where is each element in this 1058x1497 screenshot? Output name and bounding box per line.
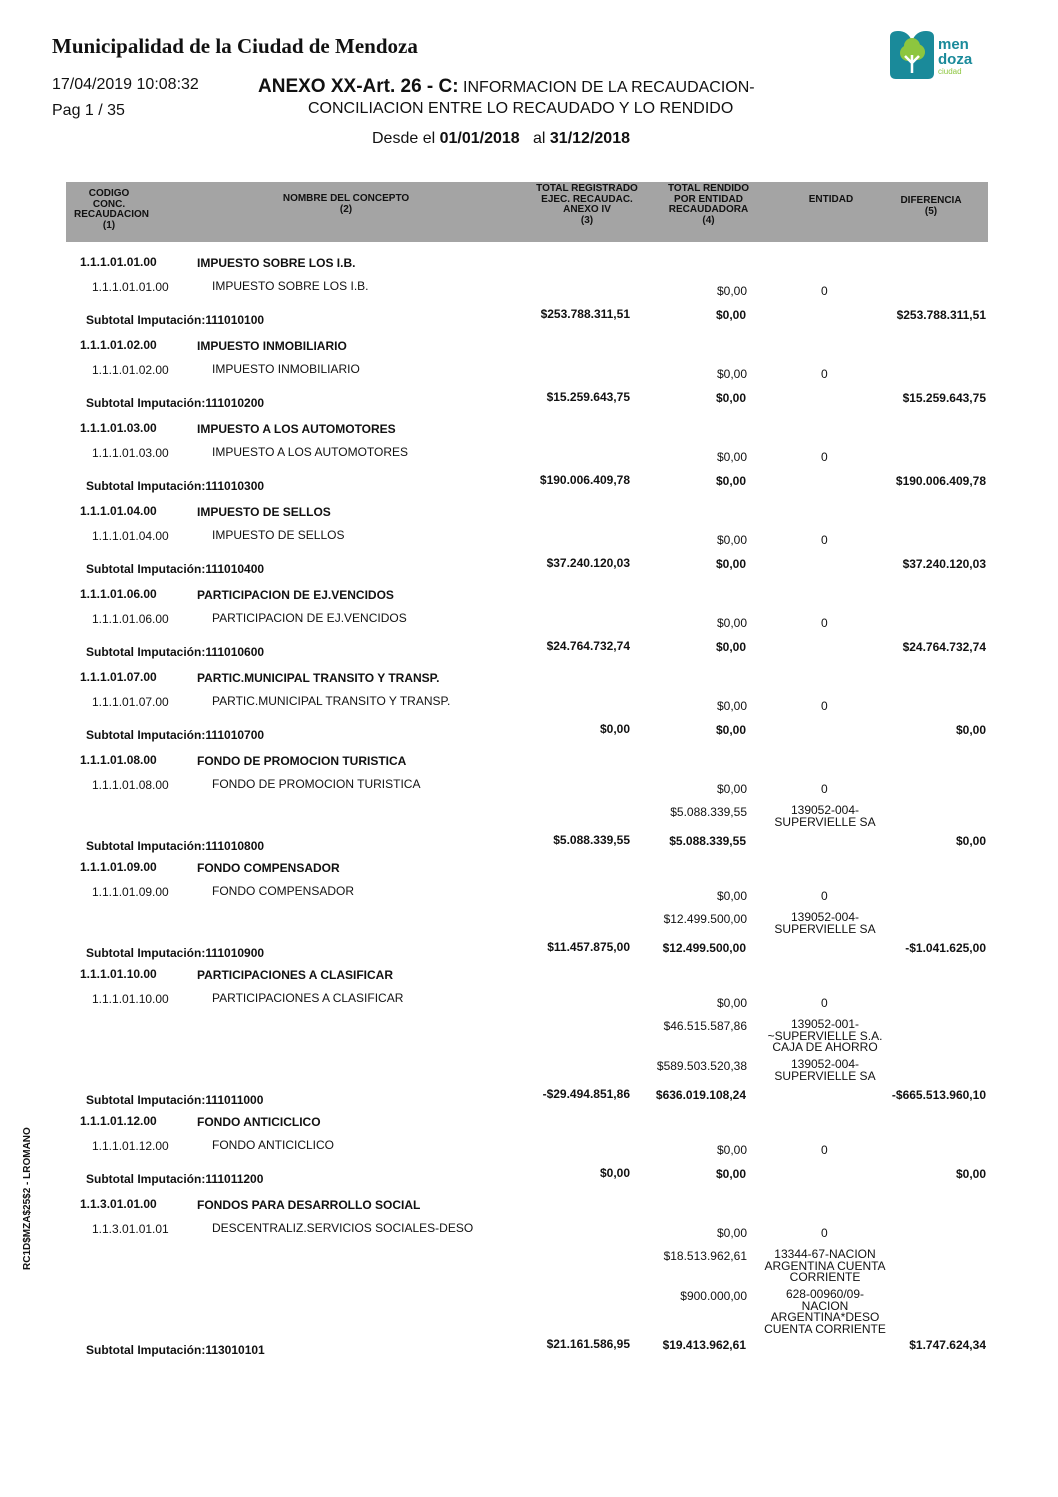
extra-rendido: $12.499.500,00	[663, 912, 747, 926]
item-entidad: 0	[821, 699, 828, 713]
item-name: PARTIC.MUNICIPAL TRANSITO Y TRANSP.	[212, 694, 451, 708]
entidad-value: 139052-004- SUPERVIELLE SA	[774, 1057, 876, 1083]
subtotal-label: Subtotal Imputación:111011000	[86, 1093, 264, 1107]
subtotal-label: Subtotal Imputación:111010300	[86, 479, 265, 493]
report-subtitle: CONCILIACION ENTRE LO RECAUDADO Y LO RENDIDO	[308, 100, 734, 117]
subtotal-rendido: $0,00	[715, 557, 746, 571]
subtotal-label: Subtotal Imputación:111010400	[86, 562, 265, 576]
entidad-value: 139052-004- SUPERVIELLE SA	[774, 803, 876, 829]
item-name: FONDO ANTICICLICO	[212, 1138, 335, 1152]
logo-text-men: men	[938, 36, 969, 53]
group-name: IMPUESTO A LOS AUTOMOTORES	[197, 422, 396, 436]
group-name: PARTICIPACIONES A CLASIFICAR	[197, 968, 394, 982]
item-code: 1.1.1.01.07.00	[92, 695, 169, 709]
subtotal-label: Subtotal Imputación:111010200	[86, 396, 265, 410]
item-name: IMPUESTO A LOS AUTOMOTORES	[212, 445, 409, 459]
item-rendido: $0,00	[716, 284, 747, 298]
item-code: 1.1.1.01.02.00	[92, 363, 169, 377]
subtotal-rendido: $0,00	[715, 640, 746, 654]
group-name: FONDO ANTICICLICO	[197, 1115, 321, 1129]
item-name: DESCENTRALIZ.SERVICIOS SOCIALES-DESO	[212, 1221, 474, 1235]
subtotal-rendido: $19.413.962,61	[662, 1338, 746, 1352]
col-header-codigo: CODIGO CONC. RECAUDACION (1)	[74, 188, 149, 231]
group-name: PARTICIPACION DE EJ.VENCIDOS	[197, 588, 394, 602]
extra-rendido: $589.503.520,38	[656, 1059, 747, 1073]
period-from: 01/01/2018	[439, 130, 520, 147]
item-entidad: 0	[821, 1143, 828, 1157]
group-code: 1.1.1.01.12.00	[80, 1114, 157, 1128]
extra-rendido: $18.513.962,61	[663, 1249, 747, 1263]
subtotal-diferencia: $15.259.643,75	[902, 391, 986, 405]
group-code: 1.1.1.01.08.00	[80, 753, 157, 767]
report-title-rest: INFORMACION DE LA RECAUDACION-	[458, 79, 755, 96]
item-name: PARTICIPACIONES A CLASIFICAR	[212, 991, 404, 1005]
report-user-id: RC1D$MZA$25$2 - LROMANO	[22, 1127, 33, 1270]
item-code: 1.1.3.01.01.01	[92, 1222, 169, 1236]
group-name: FONDO DE PROMOCION TURISTICA	[197, 754, 407, 768]
subtotal-registrado: $11.457.875,00	[547, 940, 630, 954]
subtotal-diferencia: $253.788.311,51	[896, 308, 986, 322]
subtotal-rendido: $0,00	[715, 1167, 746, 1181]
subtotal-diferencia: -$665.513.960,10	[891, 1088, 986, 1102]
item-entidad: 0	[821, 996, 828, 1010]
subtotal-diferencia: $0,00	[955, 834, 986, 848]
entidad-value: 139052-004- SUPERVIELLE SA	[774, 910, 876, 936]
item-rendido: $0,00	[716, 782, 747, 796]
subtotal-label: Subtotal Imputación:111010900	[86, 946, 265, 960]
item-entidad: 0	[821, 782, 828, 796]
group-code: 1.1.3.01.01.00	[80, 1197, 157, 1211]
subtotal-rendido: $5.088.339,55	[669, 834, 746, 848]
period-prefix: Desde el	[372, 130, 440, 147]
subtotal-label: Subtotal Imputación:113010101	[86, 1343, 265, 1357]
subtotal-label: Subtotal Imputación:111010700	[86, 728, 265, 742]
col-header-rendido: TOTAL RENDIDO POR ENTIDAD RECAUDADORA (4)	[667, 183, 750, 226]
item-code: 1.1.1.01.03.00	[92, 446, 169, 460]
report-title-bold: ANEXO XX-Art. 26 - C:	[258, 76, 459, 97]
entidad-value: 628-00960/09- NACION ARGENTINA*DESO CUENTA CORRIENTE	[764, 1287, 886, 1336]
group-code: 1.1.1.01.04.00	[80, 504, 157, 518]
subtotal-diferencia: $190.006.409,78	[895, 474, 986, 488]
col-header-registrado: TOTAL REGISTRADO EJEC. RECAUDAC. ANEXO IV (3)	[536, 183, 638, 226]
entidad-value: 139052-001- ~SUPERVIELLE S.A. CAJA DE AHORRO	[767, 1017, 883, 1054]
item-code: 1.1.1.01.06.00	[92, 612, 169, 626]
mendoza-logo-icon	[886, 29, 986, 81]
item-name: PARTICIPACION DE EJ.VENCIDOS	[212, 611, 407, 625]
subtotal-registrado: $15.259.643,75	[546, 390, 630, 404]
group-name: FONDOS PARA DESARROLLO SOCIAL	[197, 1198, 421, 1212]
subtotal-diferencia: $0,00	[955, 1167, 986, 1181]
group-name: IMPUESTO INMOBILIARIO	[197, 339, 347, 353]
item-code: 1.1.1.01.08.00	[92, 778, 169, 792]
page-indicator: Pag 1 / 35	[52, 102, 125, 119]
subtotal-registrado: -$29.494.851,86	[542, 1087, 630, 1101]
extra-rendido: $46.515.587,86	[663, 1019, 747, 1033]
organization-name: Municipalidad de la Ciudad de Mendoza	[52, 34, 418, 58]
subtotal-rendido: $636.019.108,24	[655, 1088, 746, 1102]
item-name: FONDO DE PROMOCION TURISTICA	[212, 777, 421, 791]
period-mid: al	[519, 130, 550, 147]
logo-text-doza: doza	[938, 51, 973, 68]
group-code: 1.1.1.01.09.00	[80, 860, 157, 874]
subtotal-rendido: $0,00	[715, 474, 746, 488]
extra-rendido: $900.000,00	[680, 1289, 747, 1303]
group-code: 1.1.1.01.03.00	[80, 421, 157, 435]
item-name: IMPUESTO DE SELLOS	[212, 528, 345, 542]
group-code: 1.1.1.01.10.00	[80, 967, 157, 981]
group-name: PARTIC.MUNICIPAL TRANSITO Y TRANSP.	[197, 671, 440, 685]
col-header-entidad: ENTIDAD	[808, 194, 854, 205]
item-code: 1.1.1.01.10.00	[92, 992, 169, 1006]
subtotal-registrado: $37.240.120,03	[546, 556, 630, 570]
entidad-value: 13344-67-NACION ARGENTINA CUENTA CORRIENTE	[764, 1247, 886, 1284]
report-datetime: 17/04/2019 10:08:32	[52, 76, 199, 93]
item-name: IMPUESTO SOBRE LOS I.B.	[212, 279, 369, 293]
subtotal-diferencia: $24.764.732,74	[902, 640, 986, 654]
subtotal-diferencia: $0,00	[955, 723, 986, 737]
item-rendido: $0,00	[716, 889, 747, 903]
subtotal-diferencia: $1.747.624,34	[909, 1338, 986, 1352]
item-entidad: 0	[821, 284, 828, 298]
item-rendido: $0,00	[716, 699, 747, 713]
subtotal-registrado: $5.088.339,55	[553, 833, 630, 847]
group-name: IMPUESTO SOBRE LOS I.B.	[197, 256, 356, 270]
group-code: 1.1.1.01.07.00	[80, 670, 157, 684]
item-code: 1.1.1.01.01.00	[92, 280, 169, 294]
item-rendido: $0,00	[716, 450, 747, 464]
subtotal-rendido: $0,00	[715, 723, 746, 737]
mendoza-logo	[886, 29, 986, 81]
group-name: FONDO COMPENSADOR	[197, 861, 340, 875]
subtotal-diferencia: -$1.041.625,00	[905, 941, 986, 955]
item-entidad: 0	[821, 367, 828, 381]
item-rendido: $0,00	[716, 996, 747, 1010]
item-code: 1.1.1.01.09.00	[92, 885, 169, 899]
group-code: 1.1.1.01.06.00	[80, 587, 157, 601]
subtotal-label: Subtotal Imputación:111010800	[86, 839, 265, 853]
subtotal-registrado: $253.788.311,51	[540, 307, 630, 321]
subtotal-label: Subtotal Imputación:111010100	[86, 313, 265, 327]
subtotal-registrado: $24.764.732,74	[546, 639, 630, 653]
col-header-nombre: NOMBRE DEL CONCEPTO (2)	[282, 193, 410, 215]
item-rendido: $0,00	[716, 1143, 747, 1157]
extra-rendido: $5.088.339,55	[670, 805, 747, 819]
subtotal-registrado: $21.161.586,95	[546, 1337, 630, 1351]
group-code: 1.1.1.01.01.00	[80, 255, 157, 269]
item-code: 1.1.1.01.04.00	[92, 529, 169, 543]
group-code: 1.1.1.01.02.00	[80, 338, 157, 352]
item-entidad: 0	[821, 533, 828, 547]
subtotal-label: Subtotal Imputación:111011200	[86, 1172, 264, 1186]
table-header	[66, 182, 988, 242]
item-rendido: $0,00	[716, 533, 747, 547]
item-rendido: $0,00	[716, 1226, 747, 1240]
group-name: IMPUESTO DE SELLOS	[197, 505, 331, 519]
subtotal-registrado: $190.006.409,78	[539, 473, 630, 487]
subtotal-diferencia: $37.240.120,03	[902, 557, 986, 571]
item-name: FONDO COMPENSADOR	[212, 884, 355, 898]
subtotal-rendido: $0,00	[715, 391, 746, 405]
item-code: 1.1.1.01.12.00	[92, 1139, 169, 1153]
subtotal-label: Subtotal Imputación:111010600	[86, 645, 265, 659]
item-entidad: 0	[821, 1226, 828, 1240]
report-title	[258, 76, 755, 98]
subtotal-rendido: $12.499.500,00	[662, 941, 746, 955]
subtotal-registrado: $0,00	[599, 722, 630, 736]
subtotal-registrado: $0,00	[599, 1166, 630, 1180]
item-entidad: 0	[821, 616, 828, 630]
logo-text-ciudad: ciudad	[938, 67, 962, 76]
col-header-diferencia: DIFERENCIA (5)	[900, 195, 962, 217]
item-entidad: 0	[821, 889, 828, 903]
subtotal-rendido: $0,00	[715, 308, 746, 322]
item-rendido: $0,00	[716, 367, 747, 381]
period-to: 31/12/2018	[549, 130, 630, 147]
item-entidad: 0	[821, 450, 828, 464]
report-period	[372, 130, 630, 148]
item-rendido: $0,00	[716, 616, 747, 630]
item-name: IMPUESTO INMOBILIARIO	[212, 362, 360, 376]
